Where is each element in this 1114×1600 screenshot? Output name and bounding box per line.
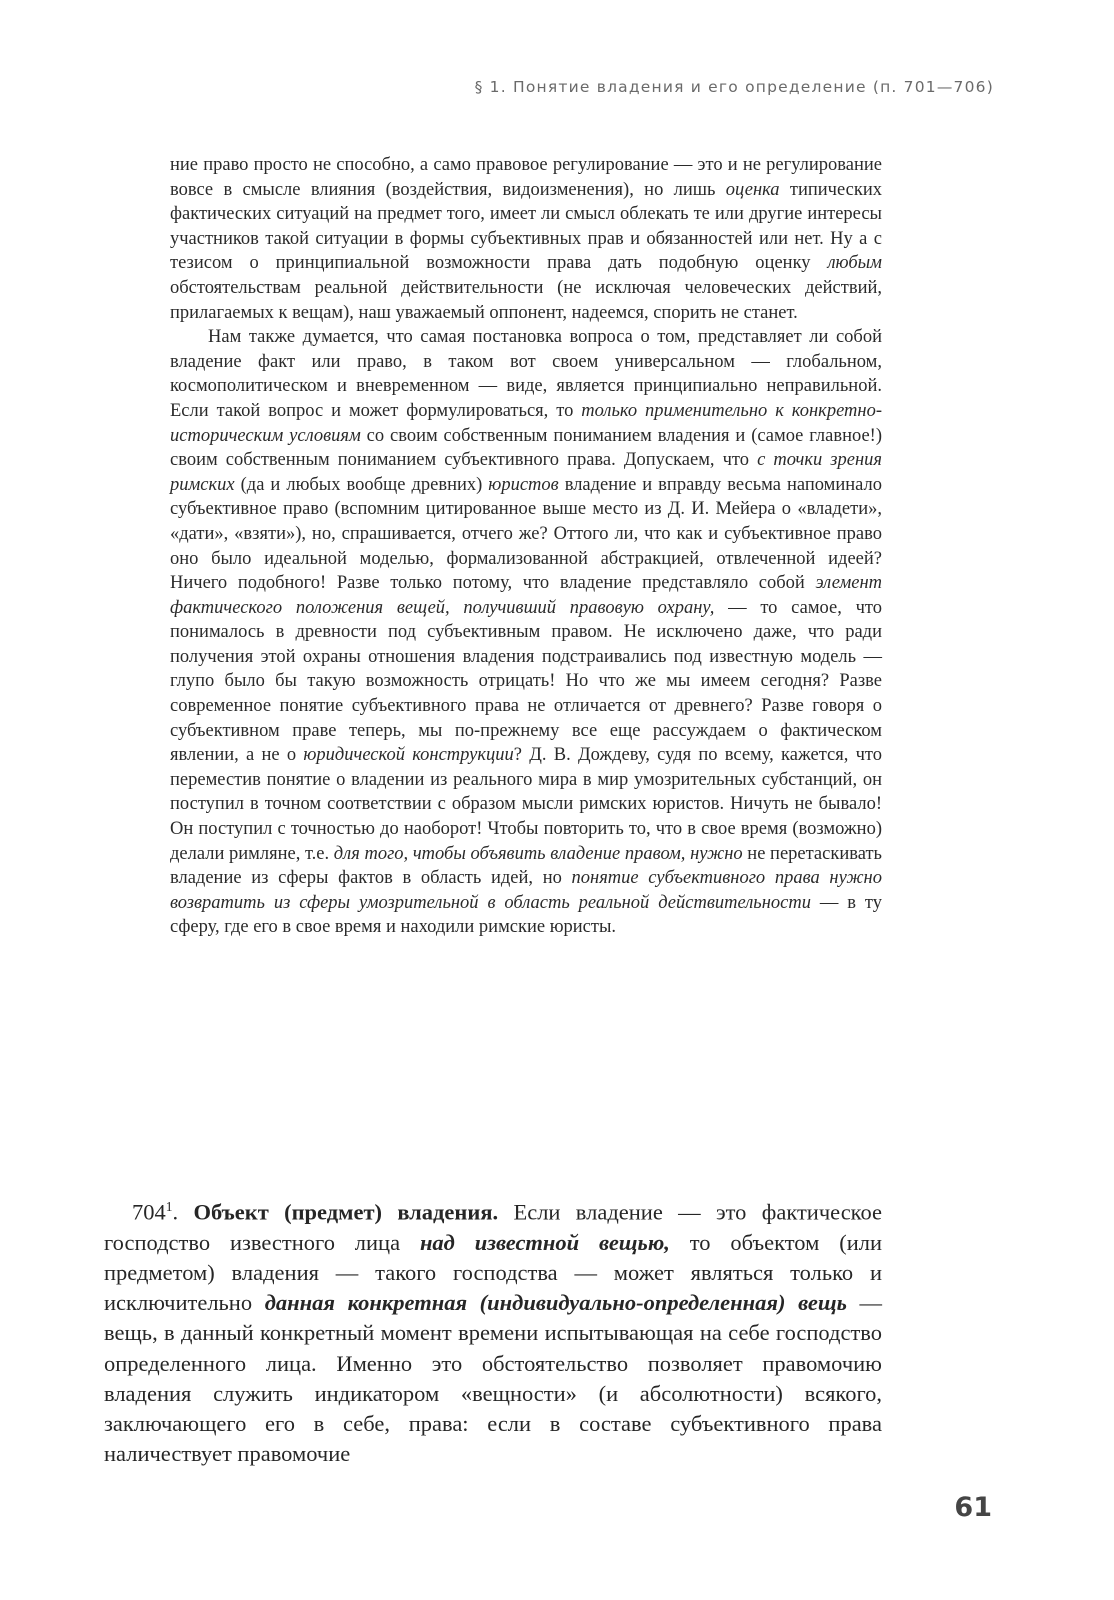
text-run: . bbox=[172, 1199, 194, 1225]
section-704-1 bbox=[104, 1192, 882, 1469]
text-run: Если владение — это фактическое господство известного лица bbox=[104, 1199, 882, 1255]
page-number: 61 bbox=[954, 1492, 992, 1523]
emphasis-text: понятие субъективного права нужно возвратить из сферы умозрительной в область реальной действительности bbox=[170, 868, 882, 913]
section-paragraph bbox=[104, 1192, 882, 1469]
emphasis-text: юристов bbox=[488, 474, 559, 495]
emphasis-text: элемент фактического положения вещей, получивший правовую охрану, bbox=[170, 573, 882, 618]
strong-emphasis-text: данная конкретная (индивидуально-определенная) вещь bbox=[264, 1290, 847, 1316]
emphasis-text: для того, чтобы объявить владение правом, нужно bbox=[333, 843, 743, 864]
paragraph-2 bbox=[170, 325, 882, 940]
text-run: Нам также думается, что самая постановка вопроса о том, представляет ли собой владение факт или право, в таком вот своем универсальном — глобальном, космополитическом и вневременном — виде, является принципиально неправильной. Если такой вопрос и может формулироваться, то bbox=[170, 327, 882, 421]
text-run: — вещь, в данный конкретный момент времени испытывающая на себе господство определенного лица. Именно это обстоятельство позволяет правомочию владения служить индикатором «вещности» (и абсолютности) всякого, заключающего его в себе, права: если в составе субъективного права наличествует правомочие bbox=[104, 1290, 882, 1467]
text-run: 704 bbox=[132, 1199, 166, 1225]
strong-emphasis-text: над известной вещью, bbox=[419, 1229, 670, 1255]
emphasis-text: с точки зрения римских bbox=[170, 450, 883, 495]
text-run: — в ту сферу, где его в свое время и находили римские юристы. bbox=[170, 892, 882, 938]
text-run: то объектом (или предметом) владения — такого господства — может являться только и исключительно bbox=[104, 1229, 883, 1316]
text-run: типических фактических ситуаций на предмет того, имеет ли смысл облекать те или другие интересы участников такой ситуации в формы субъективных прав и обязанностей или нет. Ну а с тезисом о принципиальной возможности права дать подобную оценку bbox=[170, 179, 882, 274]
paragraph-1 bbox=[170, 153, 882, 325]
running-head: § 1. Понятие владения и его определение (п. 701—706) bbox=[474, 78, 994, 96]
emphasis-text: юридической конструкции bbox=[303, 745, 514, 766]
heading-text: Объект (предмет) владения. bbox=[193, 1199, 499, 1225]
text-run: — то самое, что понималось в древности под субъективным правом. Не исключено даже, что ради получения этой охраны отношения владения подстраивались под известную модель — глупо было бы такую возможность отрицать! Но что же мы имеем сегодня? Разве современное понятие субъективного права не отличается от древнего? Разве говоря о субъективном праве теперь, мы по-прежнему все еще рассуждаем о фактическом явлении, а не о bbox=[170, 597, 882, 766]
text-run: (да и любых вообще древних) bbox=[234, 474, 489, 495]
text-run: обстоятельствам реальной действительности (не исключая человеческих действий, прилагаемых к вещам), наш уважаемый оппонент, надеемся, спорить не станет. bbox=[170, 277, 882, 323]
emphasis-text: любым bbox=[827, 253, 882, 274]
emphasis-text: оценка bbox=[725, 179, 780, 200]
text-run: со своим собственным пониманием владения и (самое главное!) своим собственным пониманием субъективного права. Допускаем, что bbox=[170, 425, 882, 471]
text-run: владение и вправду весьма напоминало субъективное право (вспомним цитированное выше место из Д. И. Мейера о «владети», «дати», «взяти»), но, спрашивается, отчего же? Оттого ли, что как и субъективное право оно было идеальной моделью, формализованной абстракцией, отвлеченной идеей? Ничего подобного! Разве только потому, что владение представляло собой bbox=[170, 474, 882, 594]
superscript: 1 bbox=[165, 1199, 173, 1214]
body-text bbox=[170, 153, 882, 940]
text-run: ? Д. В. Дождеву, судя по всему, кажется, что переместив понятие о владении из реального мира в мир умозрительных субстанций, он поступил в точном соответствии с образом мысли римских юристов. Ничуть не бывало! Он поступил с точностью до наоборот! Чтобы повторить то, что в свое время (возможно) делали римляне, т.е. bbox=[170, 745, 882, 864]
text-run: не перетаскивать владение из сферы фактов в область идей, но bbox=[170, 843, 882, 889]
text-run: ние право просто не способно, а само правовое регулирование — это и не регулирование вовсе в смысле влияния (воздействия, видоизменения), но лишь bbox=[170, 155, 882, 200]
emphasis-text: только применительно к конкретно-историческим условиям bbox=[170, 400, 882, 446]
